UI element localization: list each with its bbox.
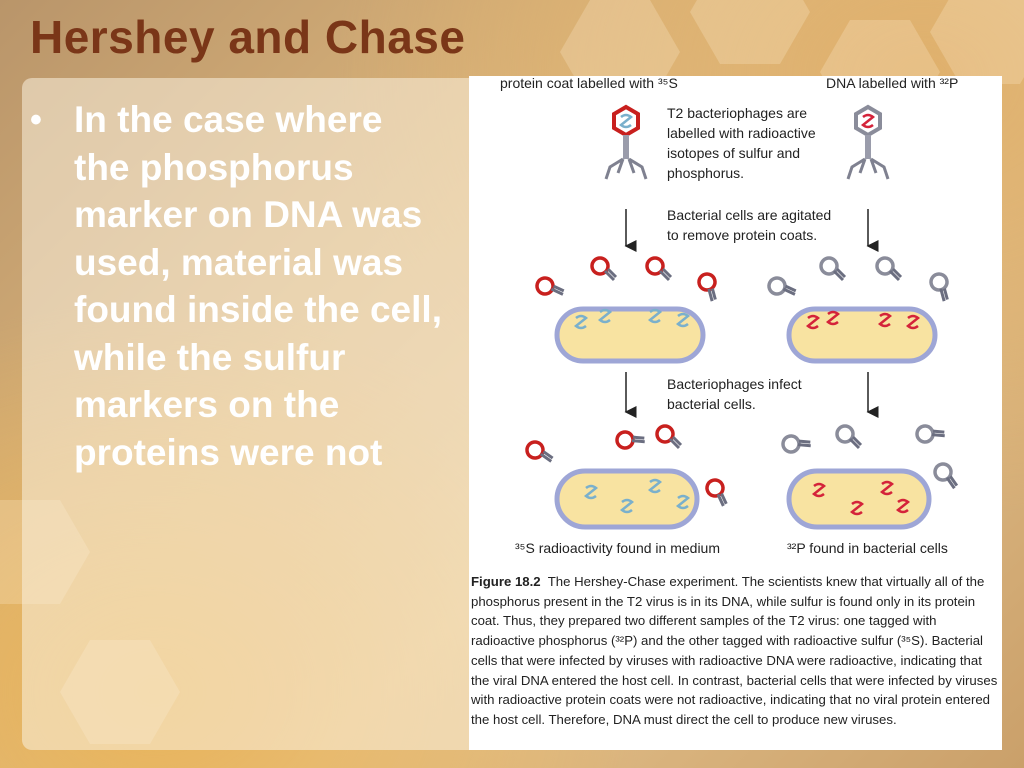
phage-phosphorus-labelled (848, 107, 888, 179)
cell-infected-sulfur (535, 258, 725, 361)
caption-text: The Hershey-Chase experiment. The scientists knew that virtually all of the phosphorus present in the T2 virus is in its DNA, while sulfur is found only in its protein coat. Thus, they prepared two different samples of the T2 virus: one tagged with radioactive phosphorus (³²P) and the other tagged with radioactive sulfur (³⁵S). Bacterial cells that were infected by viruses with radioactive DNA were radioactive, indicating that the viral DNA entered the host cell. In contrast, bacterial cells that were infected by viruses with radioactive protein coats were not radioactive, indicating that no viral protein entered the host cell. Therefore, DNA must direct the cell to produce new viruses. (471, 574, 998, 727)
step1-text: T2 bacteriophages are labelled with radioactive isotopes of sulfur and phosphorus. (667, 105, 816, 181)
label-dna: DNA labelled with ³²P (826, 76, 959, 91)
cell-result-sulfur (526, 424, 733, 527)
figure-caption (471, 572, 1003, 730)
result-left: ³⁵S radioactivity found in medium (515, 540, 721, 556)
bullet-item: In the case where the phosphorus marker on DNA was used, material was found inside the cell, while the sulfur markers on the proteins were not (74, 99, 442, 473)
cell-infected-phosphorus (767, 258, 957, 361)
figure-panel (469, 76, 1002, 750)
bullet-marker: • (30, 101, 42, 139)
step3-text: Bacteriophages infect bacterial cells. (667, 376, 802, 412)
result-right: ³²P found in bacterial cells (787, 540, 948, 556)
hershey-chase-diagram (469, 76, 1002, 576)
cell-result-phosphorus (780, 418, 960, 527)
label-protein-coat: protein coat labelled with ³⁵S (500, 76, 678, 91)
phage-sulfur-labelled (606, 107, 646, 179)
step2-text: Bacterial cells are agitated to remove protein coats. (667, 207, 832, 243)
bullet-list (30, 96, 450, 476)
slide-title: Hershey and Chase (30, 11, 466, 63)
caption-label: Figure 18.2 (471, 574, 541, 589)
